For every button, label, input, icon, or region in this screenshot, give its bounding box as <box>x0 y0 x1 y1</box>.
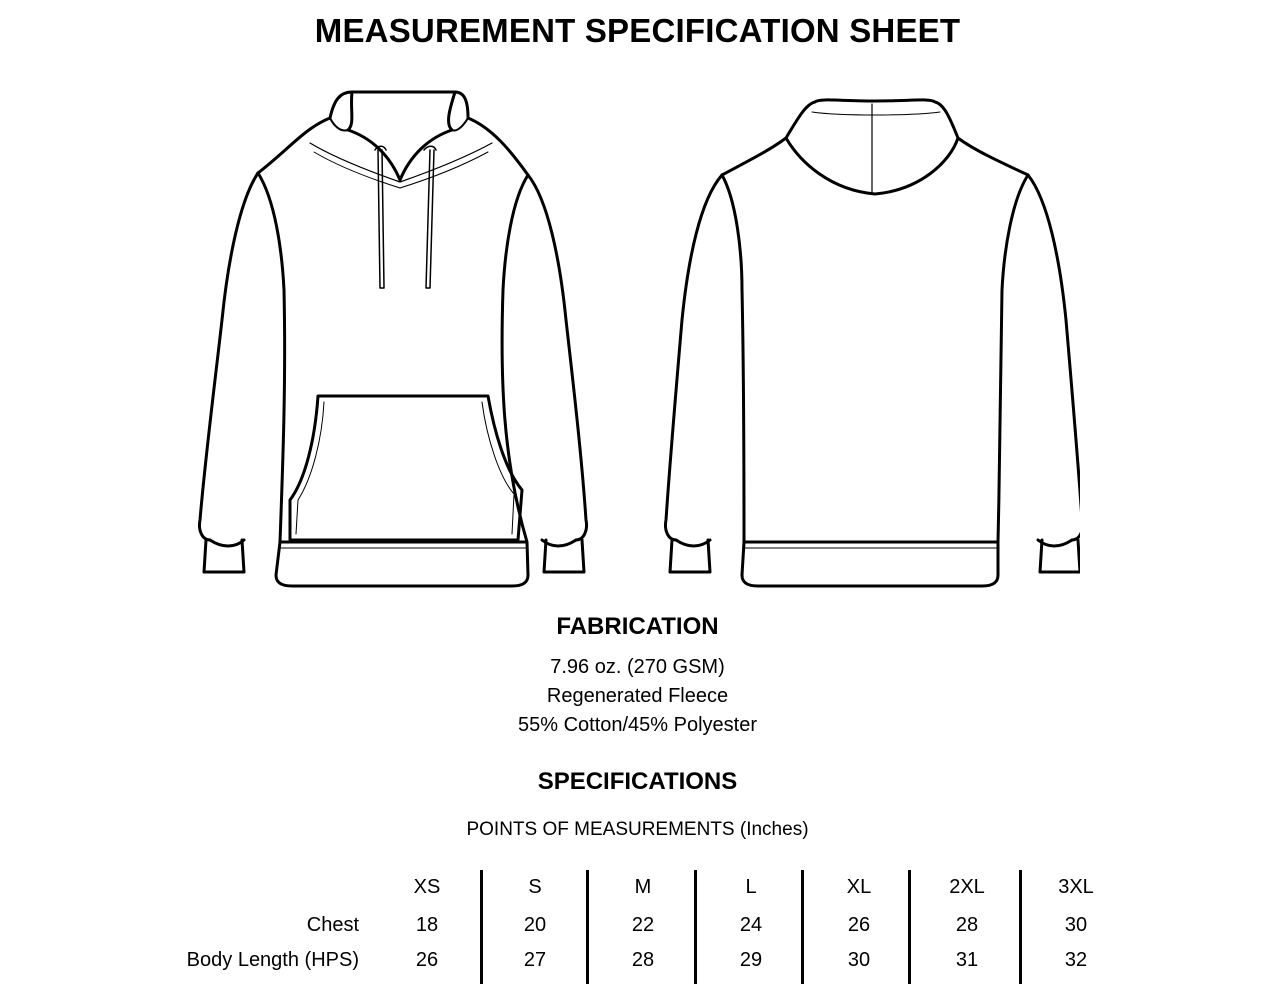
fabrication-weight: 7.96 oz. (270 GSM) <box>550 656 725 678</box>
table-cell: 32 <box>1064 949 1088 971</box>
table-cell: 22 <box>631 914 655 936</box>
size-header: 2XL <box>949 876 985 898</box>
hoodie-back-sketch <box>660 78 1080 590</box>
measurements-subheading: POINTS OF MEASUREMENTS (Inches) <box>466 819 809 840</box>
table-cell: 24 <box>739 914 763 936</box>
hoodie-front-sketch <box>190 78 600 590</box>
table-cell: 29 <box>739 949 763 971</box>
table-cell: 28 <box>631 949 655 971</box>
table-cell: 28 <box>955 914 979 936</box>
fabrication-heading: FABRICATION <box>556 613 719 640</box>
table-cell: 26 <box>847 914 871 936</box>
row-label-chest: Chest <box>306 914 359 936</box>
table-cell: 30 <box>847 949 871 971</box>
table-cell: 18 <box>415 914 439 936</box>
size-header: S <box>528 876 542 898</box>
table-cell: 27 <box>523 949 547 971</box>
table-cell: 26 <box>415 949 439 971</box>
specifications-heading: SPECIFICATIONS <box>537 768 738 795</box>
size-header: M <box>634 876 652 898</box>
table-cell: 20 <box>523 914 547 936</box>
fabrication-composition: 55% Cotton/45% Polyester <box>517 714 758 736</box>
fabrication-material: Regenerated Fleece <box>546 685 729 707</box>
size-header: XS <box>413 876 441 898</box>
table-cell: 31 <box>955 949 979 971</box>
row-label-body-length: Body Length (HPS) <box>186 949 359 971</box>
size-header: 3XL <box>1058 876 1094 898</box>
size-header: L <box>745 876 757 898</box>
page-title: MEASUREMENT SPECIFICATION SHEET <box>314 12 961 49</box>
table-cell: 30 <box>1064 914 1088 936</box>
size-header: XL <box>846 876 872 898</box>
